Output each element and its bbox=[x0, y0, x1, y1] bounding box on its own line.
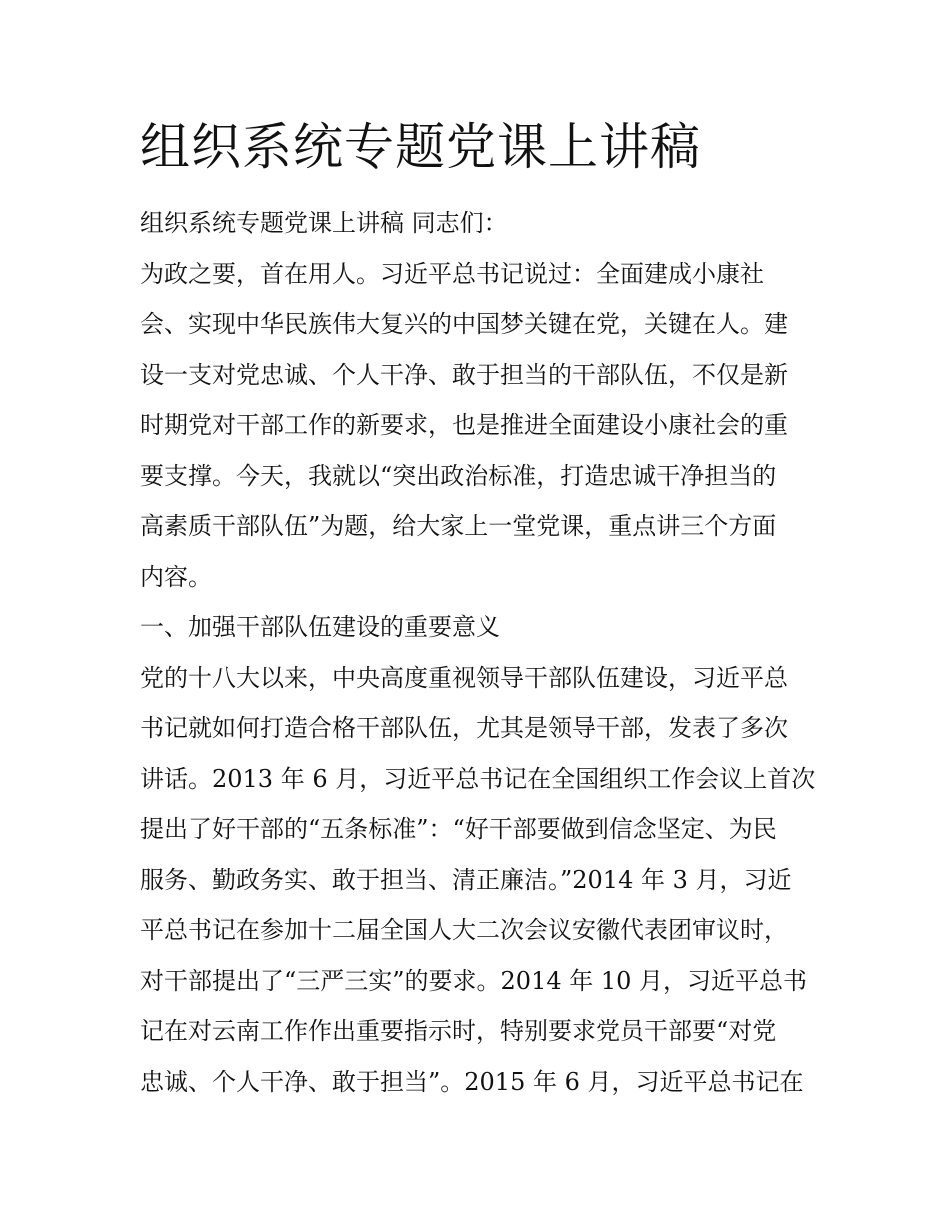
section-1-paragraph bbox=[140, 653, 816, 1108]
text-line: 对干部提出了“三严三实”的要求。2014 年 10 月，习近平总书 bbox=[140, 966, 808, 995]
text-line: 内容。 bbox=[140, 562, 212, 591]
text-line: 服务、勤政务实、敢于担当、清正廉洁。”2014 年 3 月，习近 bbox=[140, 865, 792, 894]
text-line: 要支撑。今天，我就以“突出政治标准，打造忠诚干净担当的 bbox=[140, 461, 777, 490]
text-line: 党的十八大以来，中央高度重视领导干部队伍建设，习近平总 bbox=[140, 663, 788, 692]
text-line: 书记就如何打造合格干部队伍，尤其是领导干部，发表了多次 bbox=[140, 714, 788, 742]
text-line: 平总书记在参加十二届全国人大二次会议安徽代表团审议时， bbox=[140, 916, 788, 944]
text-line: 会、实现中华民族伟大复兴的中国梦关键在党，关键在人。建 bbox=[140, 310, 788, 338]
text-line: 为政之要，首在用人。习近平总书记说过：全面建成小康社 bbox=[140, 259, 764, 288]
document-title: 组织系统专题党课上讲稿 bbox=[140, 118, 701, 176]
section-heading-1 bbox=[140, 602, 816, 653]
intro-paragraph bbox=[140, 198, 816, 249]
heading-line: 一、加强干部队伍建设的重要意义 bbox=[140, 613, 500, 641]
text-line: 提出了好干部的“五条标准”：“好干部要做到信念坚定、为民 bbox=[140, 815, 777, 843]
opening-paragraph bbox=[140, 249, 816, 603]
text-line: 时期党对干部工作的新要求，也是推进全面建设小康社会的重 bbox=[140, 411, 788, 439]
text-line: 讲话。2013 年 6 月，习近平总书记在全国组织工作会议上首次 bbox=[140, 764, 816, 793]
document-body bbox=[140, 198, 816, 1107]
text-line: 高素质干部队伍”为题，给大家上一堂党课，重点讲三个方面 bbox=[140, 512, 777, 540]
text-line: 忠诚、个人干净、敢于担当”。2015 年 6 月，习近平总书记在 bbox=[140, 1067, 804, 1096]
text-line: 记在对云南工作作出重要指示时，特别要求党员干部要“对党 bbox=[140, 1017, 777, 1045]
text-line: 组织系统专题党课上讲稿 同志们： bbox=[140, 209, 508, 237]
text-line: 设一支对党忠诚、个人干净、敢于担当的干部队伍，不仅是新 bbox=[140, 360, 788, 389]
